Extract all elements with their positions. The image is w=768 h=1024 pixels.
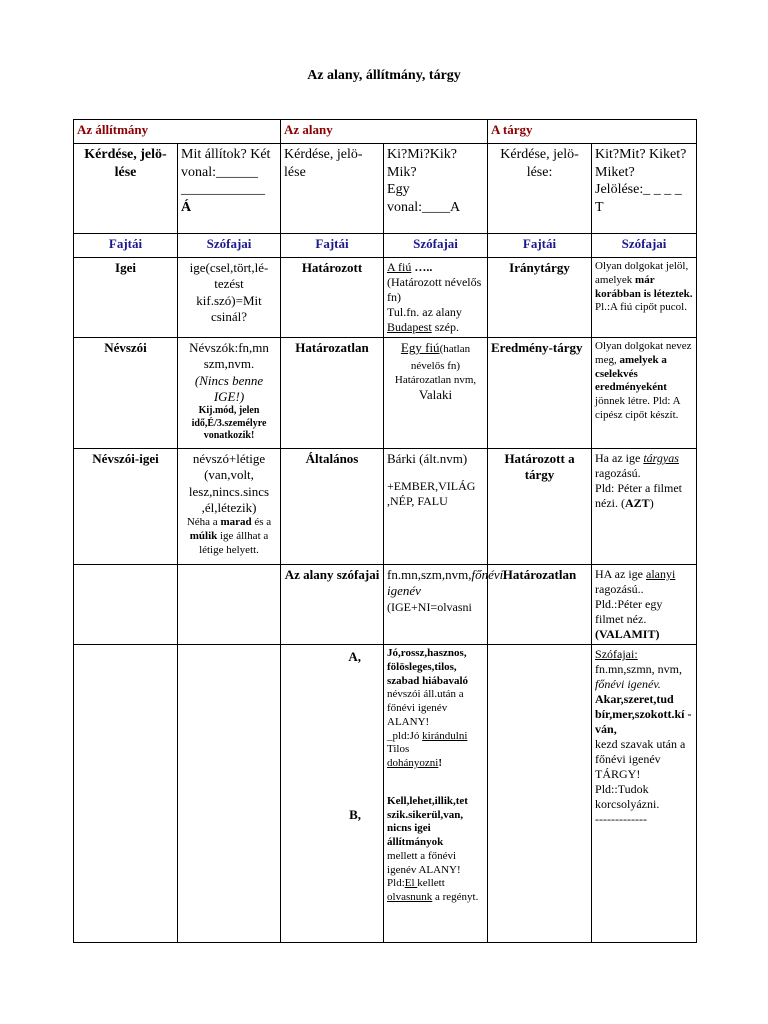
alany-jelolese [384, 144, 488, 234]
b-pld: Pld: [387, 877, 405, 890]
hatarozott-budapest: Budapest [387, 320, 432, 334]
targy-verbs: Akar,szeret,tud bír,mer,szokott.kí -ván, [595, 692, 692, 736]
empty-cell [488, 645, 592, 943]
targy-example: Pld::Tudok korcsolyázni. [595, 782, 660, 811]
a-exclaim: ! [438, 757, 443, 769]
targy-szofajai-list-a: fn.mn,szmn, nvm, [595, 662, 683, 676]
hatarozatlan-targy-desc [592, 565, 697, 645]
hatarozott-szofajai [384, 258, 488, 338]
allitmany-jelolese-text: Mit állítok? Két vonal:______ [181, 147, 271, 180]
targy-szofajai-detail [592, 645, 697, 943]
iranytargy-label: Iránytárgy [488, 258, 592, 338]
header-targy: A tárgy [488, 120, 697, 144]
allitmany-kerdes: Kérdése, jelö-lése [74, 144, 178, 234]
b-kellett: kellett [417, 877, 445, 890]
a-pld: _pld:Jó [387, 729, 423, 742]
nevszoi-igei-note [181, 516, 277, 557]
targy-jelolese: Kit?Mit? Kiket?Miket? Jelölése:_ _ _ _ T [592, 144, 697, 234]
header-alany: Az alany [281, 120, 488, 144]
hatarozatlan-valaki: Valaki [418, 387, 453, 403]
hatarozatlan-targy-desc-c: Pld.:Péter egy filmet néz. [595, 597, 663, 626]
nevszoi-igei-label: Névszói-igei [74, 449, 178, 565]
alany-szofajai-header: Szófajai [384, 234, 488, 258]
targy-verbs-text: kezd szavak után a főnévi igenév TÁRGY! [595, 737, 686, 781]
eredmenytargy-desc-c: jönnek létre. Pld: A cipész cipőt készít. [595, 395, 680, 421]
alany-fajtai-header: Fajtái [281, 234, 384, 258]
eredmenytargy-desc-a: Olyan dolgokat nevez meg, [595, 340, 692, 366]
b-el: El [404, 877, 418, 890]
hatarozatlan-example: Egy fiú [400, 340, 440, 355]
hatarozatlan-szofajai [384, 338, 488, 449]
label-b: B, [349, 807, 362, 823]
hatarozott-example: A fiú [387, 260, 412, 274]
iranytargy-desc-c: Pl.:A fiú cipőt pucol. [595, 301, 687, 314]
alany-questions: Ki?Mi?Kik? Mik? [387, 147, 457, 180]
altalanos-plus: +EMBER,VILÁG ,NÉP, FALU [387, 479, 476, 509]
hatarozott-targy-desc-b: ragozású. [595, 466, 641, 480]
targy-szofajai-header: Szófajai [592, 234, 697, 258]
empty-cell [178, 645, 281, 943]
grammar-table [73, 119, 697, 943]
alany-szofajai-list [384, 565, 504, 645]
ab-labels [281, 645, 384, 943]
allitmany-jelolese-line: ____________ [181, 182, 265, 197]
nevszoi-igei-note-rest: ige állhat a létige helyett. [199, 529, 269, 556]
hatarozatlan-targy-desc-a: HA az ige [595, 567, 646, 581]
targy-szofajai-list [595, 662, 693, 692]
hatarozott-targy-desc-azt: AZT [625, 496, 650, 510]
hatarozott-label: Határozott [281, 258, 384, 338]
empty-cell [74, 565, 178, 645]
hatarozatlan-label: Határozatlan [281, 338, 384, 449]
hatarozatlan-targy-label: Határozatlan [488, 565, 592, 645]
nevszoi-nincs-ige: (Nincs benne IGE!) [194, 372, 264, 404]
empty-cell [74, 645, 178, 943]
allitmany-jelolese-letter: Á [181, 199, 192, 215]
nevszoi-szofajai [178, 338, 281, 449]
nevszoi-nevszok: Névszók:fn,mn szm,nvm. [189, 340, 269, 372]
a-text: névszói áll.után a főnévi igenév ALANY! [387, 688, 464, 728]
hatarozatlan-targy-desc-alanyi: alanyi [646, 567, 676, 581]
hatarozott-szep: szép. [431, 320, 460, 334]
nevszoi-igei-note-es: és a [251, 516, 272, 528]
b-verbs: Kell,lehet,illik,tet szik.sikerül,van, nicns igei állítmányok [387, 794, 468, 848]
nevszoi-igei-letige: névszó+létige (van,volt, lesz,nincs.sincs ,él,létezik) [188, 451, 270, 515]
b-text: mellett a főnévi igenév ALANY! [387, 849, 461, 876]
hatarozatlan-targy-desc-b: ragozású.. [595, 582, 644, 596]
igei-szofajai: ige(csel,tört,lé-tezést kif.szó)=Mit csinál? [178, 258, 281, 338]
alany-kerdes: Kérdése, jelö-lése [281, 144, 384, 234]
b-example [387, 877, 484, 905]
iranytargy-desc [592, 258, 697, 338]
allitmany-jelolese [178, 144, 281, 234]
alany-szofajai-label: Az alany szófajai [281, 565, 384, 645]
page-title: Az alany, állítmány, tárgy [307, 68, 461, 83]
a-kirandulni: kirándulni [422, 729, 468, 742]
a-example [387, 730, 484, 771]
iranytargy-desc-a: Olyan dolgokat jelöl, amelyek [595, 260, 689, 286]
nevszoi-label: Névszói [74, 338, 178, 449]
eredmenytargy-desc [592, 338, 697, 449]
targy-dashes: ------------- [595, 812, 647, 826]
ab-explanations [384, 645, 488, 943]
allitmany-szofajai-header: Szófajai [178, 234, 281, 258]
nevszoi-igei-note-marad: marad [220, 516, 252, 528]
nevszoi-igei-note-a: Néha a [186, 516, 221, 528]
altalanos-szofajai [384, 449, 488, 565]
a-tilos: Tilos [387, 743, 410, 756]
a-adjectives: Jó,rossz,hasznos, fölösleges,tilos, szabad hiábavaló [387, 647, 469, 687]
b-end: a regényt. [432, 891, 479, 903]
hatarozott-targy-desc-targyas: tárgyas [643, 451, 679, 465]
hatarozott-targy-desc [592, 449, 697, 565]
hatarozatlan-nevelos: (hatlan névelős fn) [410, 343, 471, 372]
hatarozott-nevelos: (Határozott névelős fn) [387, 275, 482, 304]
hatarozott-targy-desc-c: Pld: Péter a filmet nézi. ( [595, 481, 682, 510]
igei-label: Igei [74, 258, 178, 338]
header-allitmany: Az állítmány [74, 120, 281, 144]
hatarozott-targy-label: Határozott a tárgy [488, 449, 592, 565]
targy-szofajai-list-fonevi: főnévi igenév. [595, 677, 661, 691]
altalanos-barki: Bárki (ált.nvm) [387, 451, 468, 466]
alany-szofajai-list-olvasni: (IGE+NI=olvasni [387, 599, 472, 614]
alany-line: Egy vonal:____A [387, 182, 461, 215]
a-dohanyozni: dohányozni [387, 757, 439, 769]
allitmany-fajtai-header: Fajtái [74, 234, 178, 258]
hatarozott-budapest-sentence [387, 320, 484, 335]
targy-kerdes: Kérdése, jelö-lése: [488, 144, 592, 234]
nevszoi-igei-note-mulik: múlik [189, 529, 218, 542]
hatarozott-dots: ….. [411, 260, 433, 274]
targy-szofajai-title: Szófajai: [595, 647, 638, 661]
eredmenytargy-desc-b: amelyek a cselekvés eredményeként [595, 353, 667, 394]
hatarozatlan-targy-desc-valamit: (VALAMIT) [595, 627, 660, 641]
hatarozatlan-nvm: Határozatlan nvm, [394, 373, 477, 386]
b-olvasnunk: olvasnunk [387, 891, 433, 903]
iranytargy-desc-b: már korábban is léteztek. [595, 273, 693, 300]
empty-cell [178, 565, 281, 645]
alany-szofajai-list-fonevi: főnévi igenév [387, 567, 504, 599]
alany-szofajai-list-a: fn.mn,szm,nvm, [387, 567, 472, 582]
nevszoi-note: Kij.mód, jelen idő,É/3.személyre vonatkozik! [191, 405, 267, 441]
eredmenytargy-label: Eredmény-tárgy [488, 338, 592, 449]
hatarozott-targy-desc-e: ) [649, 496, 654, 510]
nevszoi-igei-szofajai [178, 449, 281, 565]
altalanos-label: Általános [281, 449, 384, 565]
hatarozott-targy-desc-a: Ha az ige [595, 451, 644, 465]
label-a: A, [348, 649, 362, 664]
hatarozott-tulfn: Tul.fn. az alany [387, 305, 462, 319]
targy-fajtai-header: Fajtái [488, 234, 592, 258]
